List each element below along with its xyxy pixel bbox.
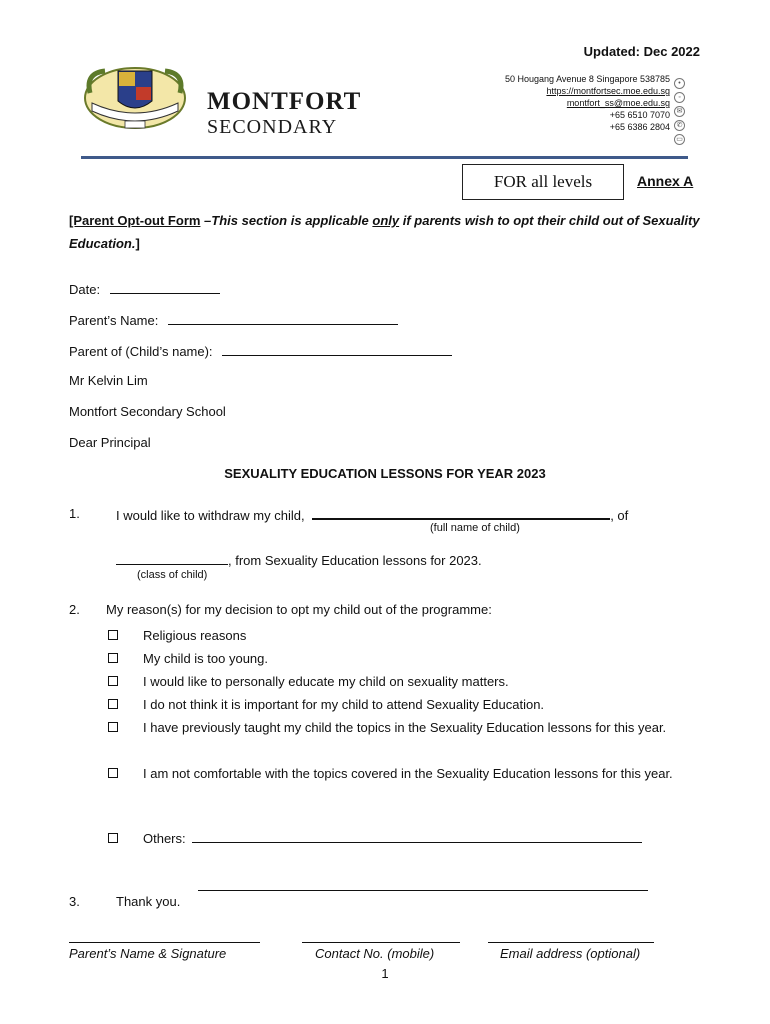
item-1-of: , of <box>610 508 629 523</box>
full-name-hint: (full name of child) <box>430 522 520 534</box>
salutation: Dear Principal <box>69 435 151 450</box>
phone: +65 6510 7070 <box>609 110 670 120</box>
intro-text-b: if parents wish to opt their child out of Sexuality Education. <box>69 213 700 251</box>
levels-box: FOR all levels <box>462 164 624 200</box>
globe-icon: ◦ <box>674 92 685 103</box>
class-blank[interactable] <box>116 552 228 565</box>
email-line[interactable] <box>488 942 654 943</box>
class-hint: (class of child) <box>137 569 208 581</box>
header-divider <box>81 156 688 159</box>
item-3-text: Thank you. <box>116 894 181 909</box>
parent-signature-line[interactable] <box>69 942 260 943</box>
parent-signature-label: Parent’s Name & Signature <box>69 946 227 961</box>
website-link[interactable]: https://montfortsec.moe.edu.sg <box>546 86 670 96</box>
contact-line[interactable] <box>302 942 460 943</box>
page-number: 1 <box>381 966 389 981</box>
fax: +65 6386 2804 <box>609 122 670 132</box>
item-1-class-text: , from Sexuality Education lessons for 2023. <box>228 553 482 568</box>
annex-label: Annex A <box>637 173 694 189</box>
item-2-text: My reason(s) for my decision to opt my child out of the programme: <box>106 602 492 617</box>
checkbox-too-young[interactable] <box>108 653 118 663</box>
email-label: Email address (optional) <box>500 946 641 961</box>
intro-text-only: only <box>372 213 400 228</box>
mail-icon: ✉ <box>674 106 685 117</box>
school-subtitle: SECONDARY <box>207 116 338 138</box>
item-2-number: 2. <box>69 602 80 617</box>
parent-of-label: Parent of (Child’s name): <box>69 344 213 359</box>
updated-date: Updated: Dec 2022 <box>583 44 700 59</box>
checkbox-not-important[interactable] <box>108 699 118 709</box>
checkbox-religious[interactable] <box>108 630 118 640</box>
item-1-number: 1. <box>69 506 80 521</box>
others-blank[interactable] <box>192 830 642 843</box>
parent-name-blank[interactable] <box>168 312 398 325</box>
date-blank[interactable] <box>110 281 220 294</box>
option-personally-educate: I would like to personally educate my child on sexuality matters. <box>143 674 509 689</box>
option-not-comfortable: I am not comfortable with the topics covered in the Sexuality Education lessons for this year. <box>143 766 673 781</box>
item-1-line <box>116 506 628 523</box>
letter-title: SEXUALITY EDUCATION LESSONS FOR YEAR 2023 <box>224 466 546 481</box>
intro-text-a: –This section is applicable <box>200 213 373 228</box>
others-label: Others: <box>143 831 186 846</box>
full-name-blank[interactable] <box>312 506 610 520</box>
date-field <box>69 281 220 297</box>
school-name: MONTFORT <box>207 88 362 115</box>
addressee-name: Mr Kelvin Lim <box>69 373 148 388</box>
option-religious: Religious reasons <box>143 628 247 643</box>
intro-bracket: ] <box>135 236 140 251</box>
checkbox-personally-educate[interactable] <box>108 676 118 686</box>
contact-icons <box>674 78 688 148</box>
email-link[interactable]: montfort_ss@moe.edu.sg <box>566 98 670 108</box>
address: 50 Hougang Avenue 8 Singapore 538785 <box>505 74 670 84</box>
option-others <box>143 827 703 850</box>
parent-of-field <box>69 343 452 359</box>
item-1-class-line <box>116 552 482 568</box>
contact-label: Contact No. (mobile) <box>315 946 435 961</box>
addressee-school: Montfort Secondary School <box>69 404 226 419</box>
intro-form-title: [Parent Opt-out Form <box>69 213 201 228</box>
checkbox-previously-taught[interactable] <box>108 722 118 732</box>
parent-name-field <box>69 312 398 328</box>
child-name-blank[interactable] <box>222 343 452 356</box>
fax-icon: ▭ <box>674 134 685 145</box>
school-crest-logo <box>80 63 190 133</box>
checkbox-not-comfortable[interactable] <box>108 768 118 778</box>
location-icon: • <box>674 78 685 89</box>
checkbox-others[interactable] <box>108 833 118 843</box>
intro-note <box>69 209 709 255</box>
option-not-important: I do not think it is important for my child to attend Sexuality Education. <box>143 697 545 712</box>
item-1-text: I would like to withdraw my child, <box>116 508 305 523</box>
option-previously-taught: I have previously taught my child the topics in the Sexuality Education lessons for this year. <box>143 720 667 735</box>
option-too-young: My child is too young. <box>143 651 269 666</box>
date-label: Date: <box>69 282 101 297</box>
item-3-number: 3. <box>69 894 80 909</box>
others-blank-2[interactable] <box>198 878 648 891</box>
phone-icon: ✆ <box>674 120 685 131</box>
parent-name-label: Parent’s Name: <box>69 313 159 328</box>
contact-block <box>505 73 670 133</box>
